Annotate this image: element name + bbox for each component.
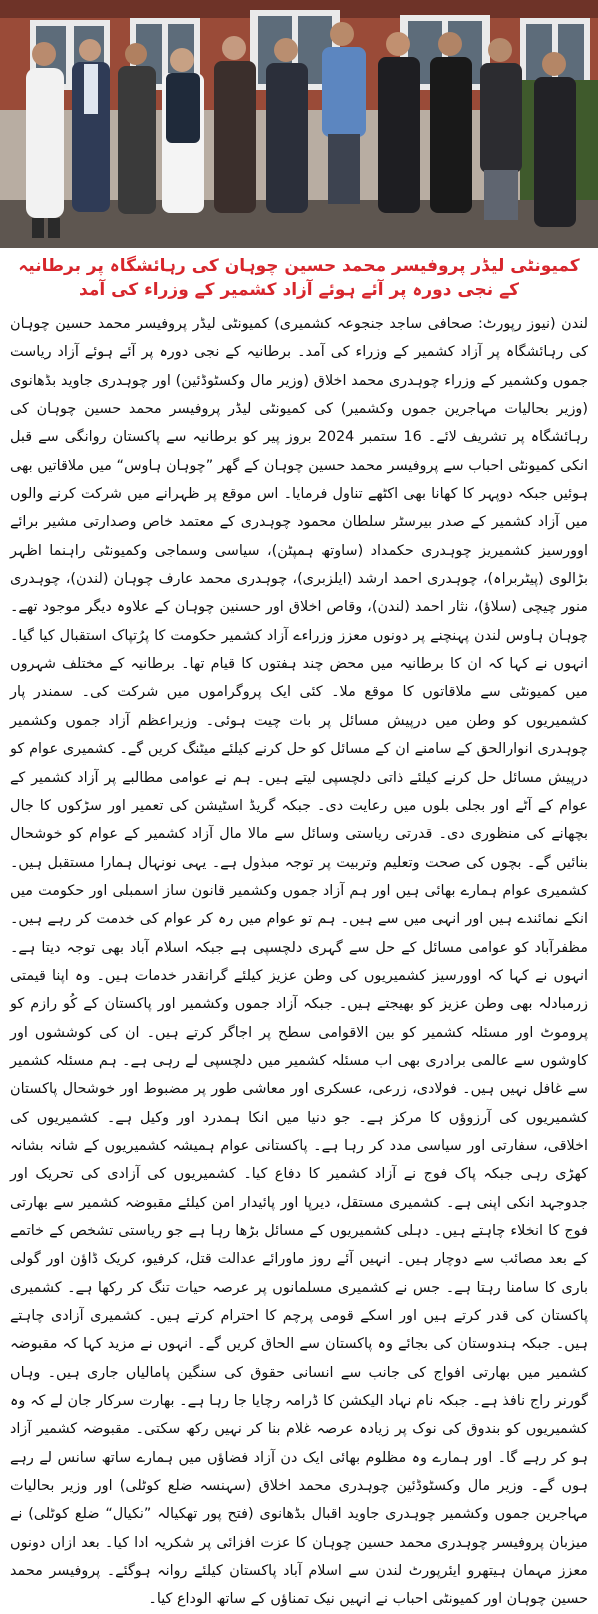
article-headline: کمیونٹی لیڈر پروفیسر محمد حسین چوہان کی رہائشگاہ پر برطانیہ کے نجی دورہ پر آئے ہوئے آزاد کشمیر کے وزراء کی آمد [18,256,580,300]
group-photo [0,0,598,248]
article-body: لندن (نیوز رپورٹ: صحافی ساجد جنجوعہ کشمیری) کمیونٹی لیڈر پروفیسر محمد حسین چوہان کی رہائشگاہ پر آزاد کشمیر کے وزراء کی آمد۔ برطانیہ کے نجی دورہ پر آئے ہوئے آزاد ریاست جموں وکشمیر کے وزراء چوہدری محمد اخلاق (وزیر مال وکسٹوڈئین) اور چوہدری جاوید بڈھانوی (وزیر بحالیات مہاجرین جموں وکشمیر) کی کمیونٹی لیڈر پروفیسر محمد حسین چوہان کی رہائشگاہ پر تشریف لائے۔ 16 ستمبر 2024 بروز پیر کو برطانیہ سے پاکستان روانگی سے قبل انکی کمیونٹی احباب سے پروفیسر محمد حسین چوہان کے گھر ”چوہان ہاوس“ میں ملاقاتیں بھی ہوئیں جبکہ دوپہر کا کھانا بھی اکٹھے تناول فرمایا۔ اس موقع پر ظہرانے میں شرکت کرنے والوں میں آزاد کشمیر کے صدر بیرسٹر سلطان محمود چوہدری کے معتمد خاص وصدارتی مشیر برائے اوورسیز کشمیریز چوہدری حکمداد (ساوتھ ہمپٹن)، سیاسی وسماجی وکمیونٹی راہنما اظہر بڑالوی (پیٹربراہ)، چوہدری احمد ارشد (ایلزبری)، چوہدری محمد عارف چوہان (لندن)، چوہدری منور چیچی (سلاؤ)، نثار احمد (لندن)، وقاص اخلاق اور حسنین چوہان کے علاوہ دیگر موجود تھے۔ چوہان ہاوس لندن پہنچنے پر دونوں معزز وزراءے آزاد کشمیر حکومت کا پرُتپاک استقبال کیا گیا۔ انہوں نے کہا کہ ان کا برطانیہ میں محض چند ہفتوں کا قیام تھا۔ برطانیہ کے مختلف شہروں میں کمیونٹی سے ملاقاتوں کا موقع ملا۔ کئی ایک پروگراموں میں شرکت کی۔ سمندر پار کشمیریوں کو وطن میں درپیش مسائل پر بات چیت ہوئی۔ وزیراعظم آزاد جموں وکشمیر چوہدری انوارالحق کے سامنے ان کے مسائل کو حل کرنے کیلئے میٹنگ کریں گے۔ کشمیری عوام کو درپیش مسائل حل کرنے کیلئے ذاتی دلچسپی لیتے ہیں۔ ہم نے عوامی مطالبے پر آزاد کشمیر کے عوام کے آٹے اور بجلی بلوں میں رعایت دی۔ جبکہ گریڈ اسٹیشن کی تعمیر اور سڑکوں کا جال بچھانے کی منظوری دی۔ قدرتی ریاستی وسائل سے مالا مال آزاد کشمیر کے عوام کو خوشحال بنائیں گے۔ بچوں کی صحت وتعلیم وتربیت پر توجہ مبذول ہے۔ یہی نونہال ہمارا مستقبل ہیں۔ کشمیری عوام ہمارے بھائی ہیں اور ہم آزاد جموں وکشمیر قانون ساز اسمبلی اور حکومت میں انکے نمائندے ہیں اور انہی میں سے ہیں۔ ہم تو عوام میں رہ کر عوام کی خدمت کر رہے ہیں۔ مظفرآباد کو عوامی مسائل کے حل سے گہری دلچسپی ہے جبکہ اسلام آباد بھی توجہ دیتا ہے۔ انہوں نے کہا کہ اوورسیز کشمیریوں کی وطن عزیز کیلئے گرانقدر خدمات ہیں۔ وہ اپنا قیمتی زرمبادلہ بھی وطن عزیز کو بھیجتے ہیں۔ جبکہ آزاد جموں وکشمیر اور پاکستان کے کُو رازم کو پروموٹ اور مسئلہ کشمیر کو بین الاقوامی سطح پر اجاگر کرتے ہیں۔ ان کی کوششوں اور کاوشوں سے عالمی برادری بھی اب مسئلہ کشمیر میں دلچسپی لے رہی ہے۔ ہم مسئلہ کشمیر سے غافل نہیں ہیں۔ فولادی، زرعی، عسکری اور معاشی طور پر مضبوط اور خوشحال پاکستان کشمیریوں کی آرزوؤں کا مرکز ہے۔ جو دنیا میں انکا ہمدرد اور وکیل ہے۔ کشمیریوں کی اخلاقی، سفارتی اور سیاسی مدد کر رہا ہے۔ پاکستانی عوام ہمیشہ کشمیریوں کے شانہ بشانہ کھڑی رہی جبکہ پاک فوج نے آزاد کشمیر کا دفاع کیا۔ کشمیریوں کی آزادی کی تحریک اور جدوجہد انکی اپنی ہے۔ کشمیری مستقل، دیرپا اور پائیدار امن کیلئے مقبوضہ کشمیر سے بھارتی فوج کا انخلاء چاہتے ہیں۔ دہلی کشمیریوں کے مسائل بڑھا رہا ہے جو ریاستی تشخص کے خاتمے کے بعد مصائب سے دوچار ہیں۔ انہیں آئے روز ماورائے عدالت قتل، کرفیو، کریک ڈاؤن اور گولی باری کا سامنا رہتا ہے۔ جس نے کشمیری مسلمانوں پر عرصہ حیات تنگ کر رکھا ہے۔ کشمیری پاکستان کی قدر کرتے ہیں اور اسکے قومی پرچم کا احترام کرتے ہیں۔ کشمیری آزادی چاہتے ہیں۔ جبکہ ہندوستان کی بجائے وہ پاکستان سے الحاق کریں گے۔ انہوں نے مزید کہا کہ مقبوضہ کشمیر میں بھارتی افواج کی جانب سے انسانی حقوق کی سنگین پامالیاں جاری ہیں۔ وہاں گورنر راج نافذ ہے۔ جبکہ نام نہاد الیکشن کا ڈرامہ رچایا جا رہا ہے۔ بھارت سرکار جان لے کہ وہ کشمیریوں کو بندوق کی نوک پر زیادہ عرصہ غلام بنا کر نہیں رکھ سکتی۔ مقبوضہ کشمیر آزاد ہو کر رہے گا۔ اور ہمارے وہ مظلوم بھائی ایک دن آزاد فضاؤں میں ہمارے ساتھ سانس لے رہے ہوں گے۔ وزیر مال وکسٹوڈئین چوہدری محمد اخلاق (سہنسہ ضلع کوٹلی) اور وزیر بحالیات مہاجرین جموں وکشمیر چوہدری جاوید اقبال بڈھانوی (فتح پور تھکیالہ ”نکیال“ ضلع کوٹلی) نے میزبان پروفیسر چوہدری محمد حسین چوہان کا عزت افزائی پر شکریہ ادا کیا۔ بعد ازاں دونوں معزز مہمان ہیتھرو ایئرپورٹ لندن سے اسلام آباد پاکستان کیلئے روانہ ہوگئے۔ پروفیسر محمد حسین چوہان اور کمیونٹی احباب نے انہیں نیک تمناؤں کے ساتھ الوداع کیا۔ [10,316,588,1608]
group-photo-illustration [0,0,598,248]
